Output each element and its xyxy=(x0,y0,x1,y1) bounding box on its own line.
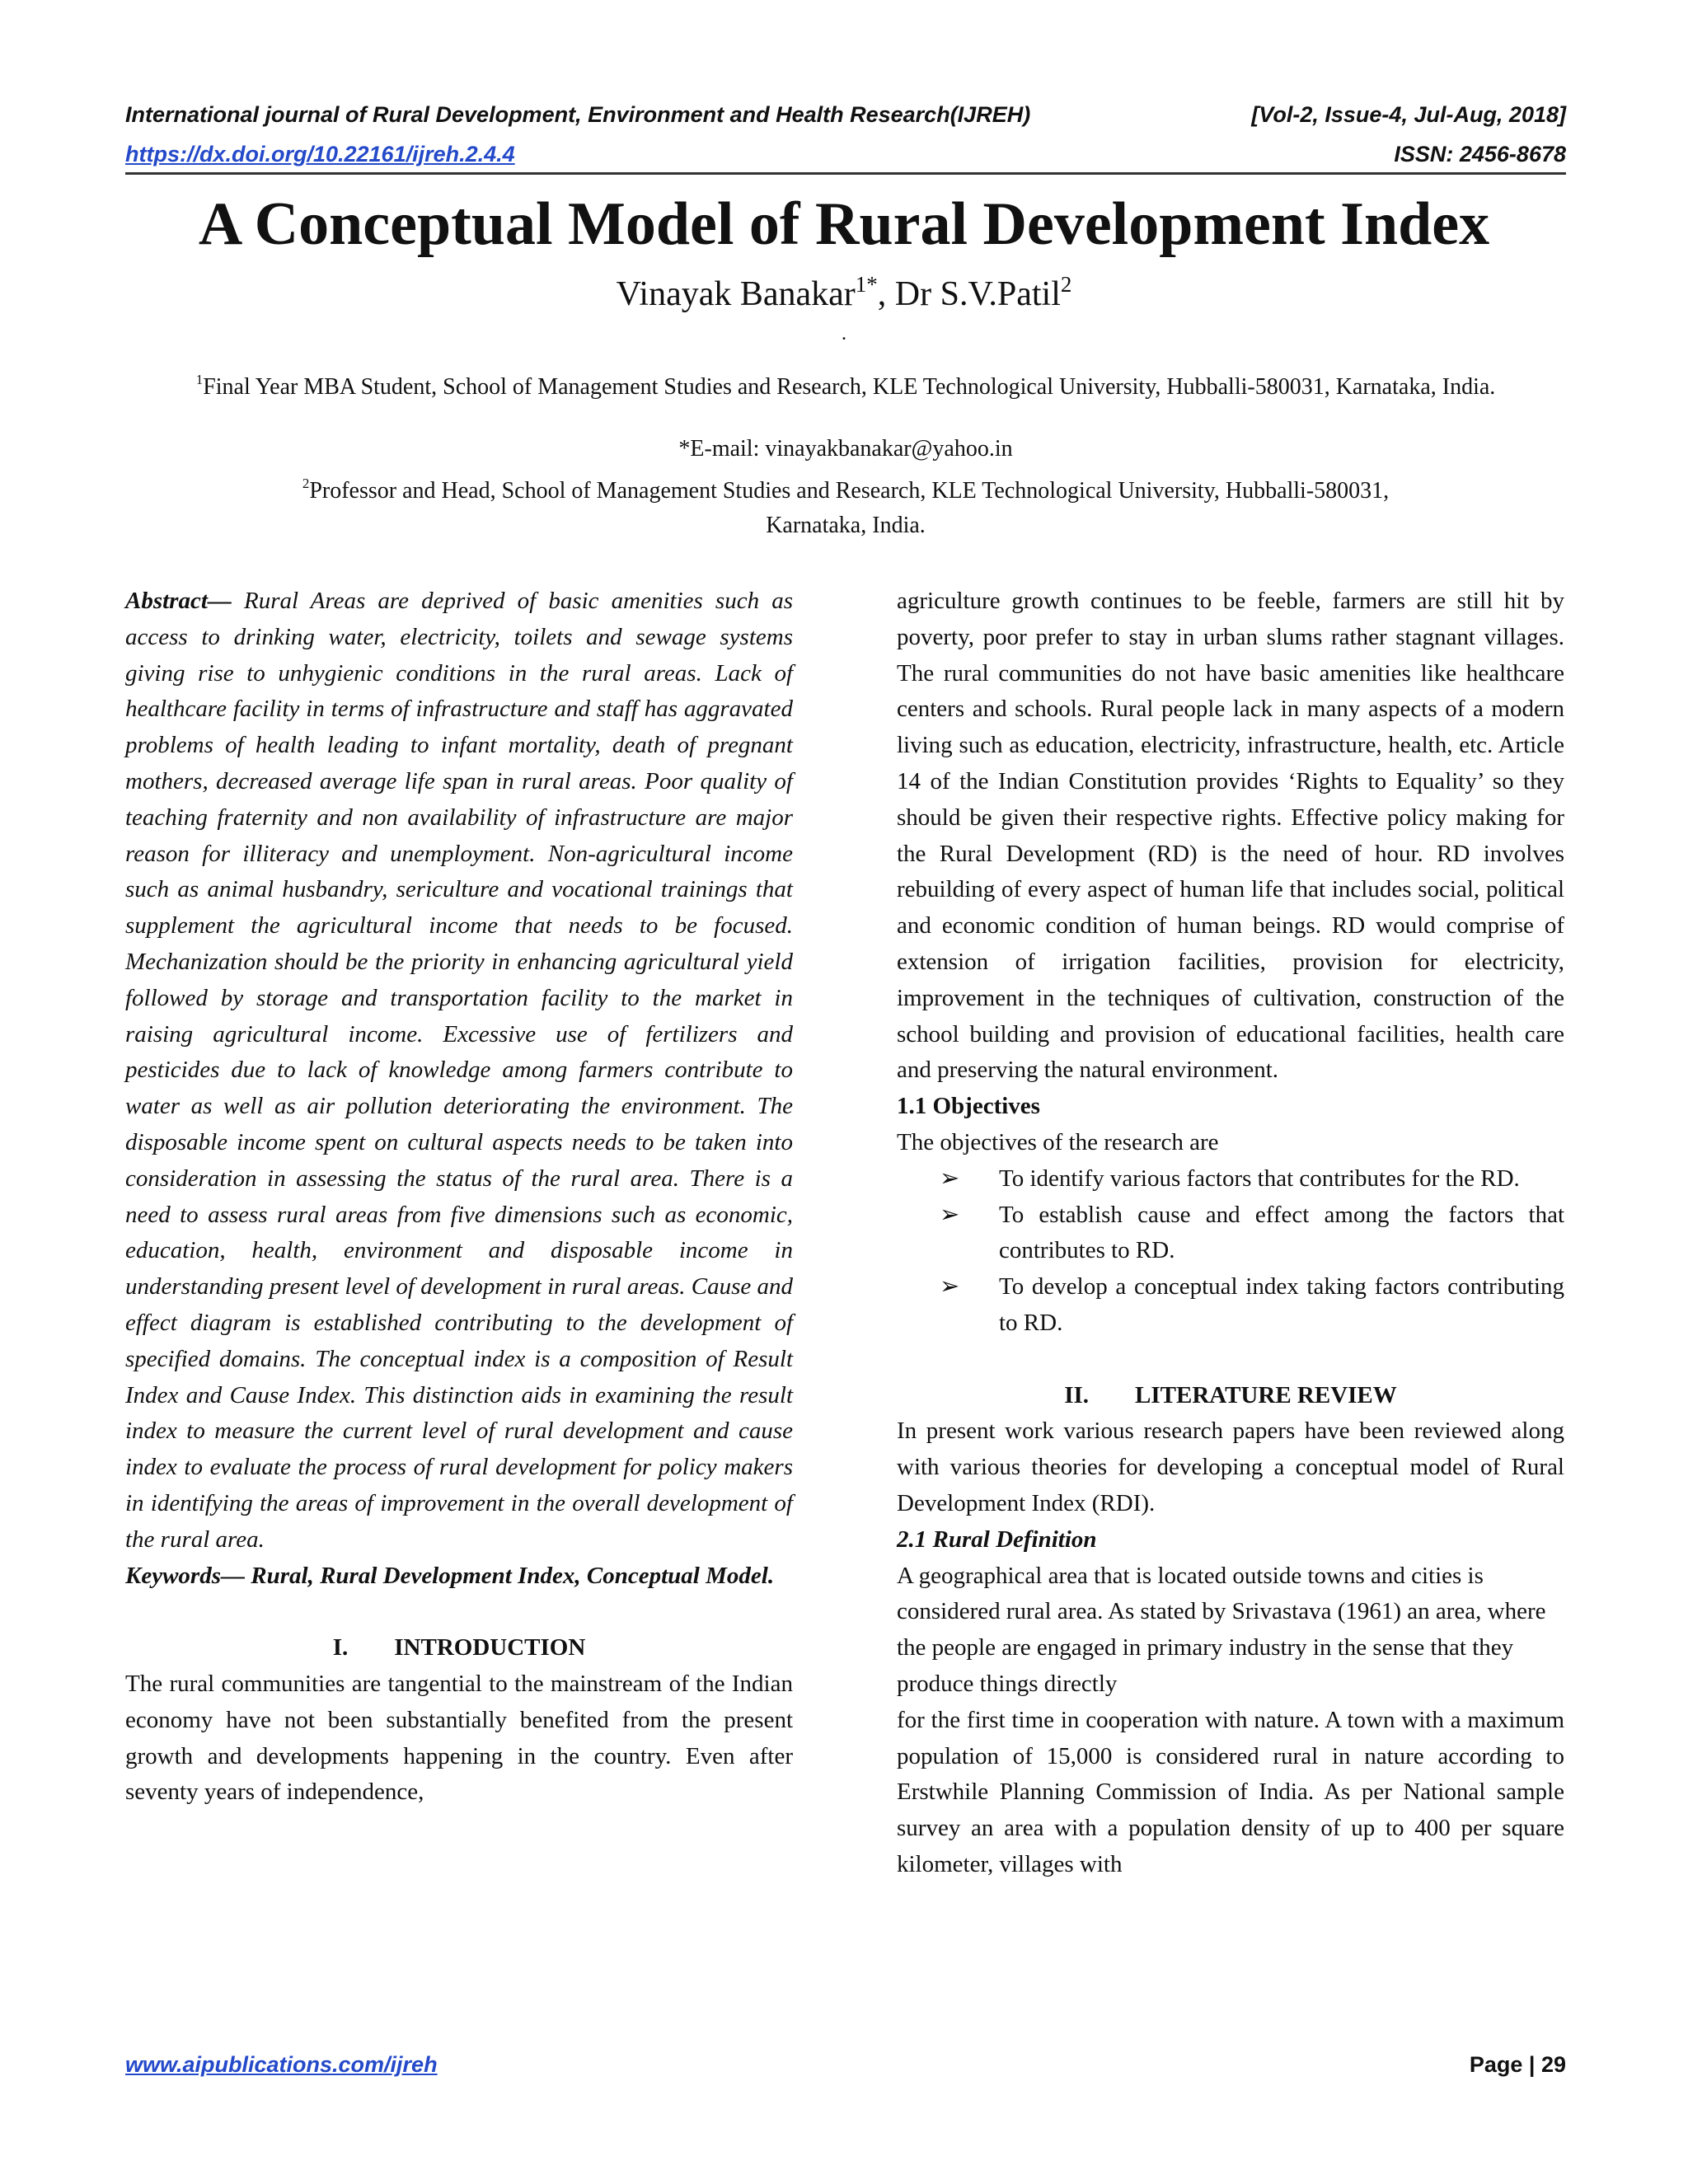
spacer xyxy=(125,1594,793,1630)
keywords: Keywords— Rural, Rural Development Index, Conceptual Model. xyxy=(125,1562,775,1589)
right-column xyxy=(897,583,1564,1883)
header-rule xyxy=(125,172,1566,175)
affiliation-1 xyxy=(125,363,1566,405)
affiliation-1-mark: 1 xyxy=(195,372,204,387)
affiliation-2 xyxy=(125,466,1566,543)
author-2-affiliation-mark: 2 xyxy=(1060,272,1072,297)
publisher-link[interactable]: www.aipublications.com/ijreh xyxy=(125,2052,438,2077)
spacer xyxy=(897,1342,1564,1378)
email-line: *E-mail: vinayakbanakar@yahoo.in xyxy=(678,436,1013,462)
author-1: Vinayak Banakar xyxy=(616,275,856,313)
section-2-number: II. xyxy=(1064,1381,1090,1408)
abstract-label: Abstract— xyxy=(125,588,232,614)
list-item xyxy=(897,1161,1564,1197)
volume-issue: [Vol-2, Issue-4, Jul-Aug, 2018] xyxy=(1251,102,1566,127)
arrow-bullet-icon: ➢ xyxy=(940,1201,960,1228)
rural-definition-paragraph-1: A geographical area that is located outside towns and cities is considered rural area. As stated by Srivastava (1961) an area, where the people are engaged in primary industry in the sense that they produce things directly xyxy=(897,1562,1546,1697)
introduction-continued: agriculture growth continues to be feeble, farmers are still hit by poverty, poor prefer to stay in urban slums rather stagnant villages. The rural communities do not have basic amenities like healthcare centers and schools. Rural people lack in many aspects of a modern living such as education, electricity, infrastructure, health, etc. Article 14 of the Indian Constitution provides ‘Rights to Equality’ so they should be given their respective rights. Effective policy making for the Rural Development (RD) is the need of hour. RD involves rebuilding of every aspect of human life that includes social, political and economic condition of human beings. RD would comprise of extension of irrigation facilities, provision for electricity, improvement in the techniques of cultivation, construction of the school building and provision of educational facilities, health care and preserving the natural environment. xyxy=(897,588,1564,1084)
objective-text: To identify various factors that contributes for the RD. xyxy=(999,1165,1520,1192)
left-column xyxy=(125,583,793,1811)
objective-text: To develop a conceptual index taking factors contributing to RD. xyxy=(999,1273,1564,1336)
author-line xyxy=(0,272,1688,314)
journal-name: International journal of Rural Development, Environment and Health Research(IJREH) xyxy=(125,102,1031,127)
author-dot: . xyxy=(842,323,846,344)
affiliation-2-line-2: Karnataka, India. xyxy=(766,513,926,538)
abstract-text: Rural Areas are deprived of basic amenities such as access to drinking water, electricity, toilets and sewage systems giving rise to unhygienic conditions in the rural areas. Lack of healthcare facility in terms of infrastructure and staff has aggravated problems of health leading to infant mortality, death of pregnant mothers, decreased average life span in rural areas. Poor quality of teaching fraternity and non availability of infrastructure are major reason for illiteracy and unemployment. Non-agricultural income such as animal husbandry, sericulture and vocational trainings that supplement the agricultural income that needs to be focused. Mechanization should be the priority in enhancing agricultural yield followed by storage and transportation facility to the market in raising agricultural income. Excessive use of fertilizers and pesticides due to lack of knowledge among farmers contribute to water as well as air pollution deteriorating the environment. The disposable income spent on cultural aspects needs to be taken into consideration in assessing the status of the rural area. There is a need to assess rural areas from five dimensions such as economic, education, health, environment and disposable income in understanding present level of development in rural areas. Cause and effect diagram is established contributing to the development of specified domains. The conceptual index is a composition of Result Index and Cause Index. This distinction aids in examining the result index to measure the current level of rural development and cause index to evaluate the process of rural development for policy makers in identifying the areas of improvement in the overall development of the rural area. xyxy=(125,588,793,1553)
affiliation-2-mark: 2 xyxy=(302,476,310,491)
rural-definition-paragraph-2: for the first time in cooperation with nature. A town with a maximum population of 15,000 is considered rural in nature according to Erstwhile Planning Commission of India. As per National sample survey an area with a population density of up to 400 per square kilometer, villages with xyxy=(897,1706,1564,1877)
page-number: Page | 29 xyxy=(1469,2052,1566,2077)
list-item xyxy=(897,1269,1564,1342)
objectives-heading: 1.1 Objectives xyxy=(897,1093,1040,1120)
section-2-heading xyxy=(897,1378,1564,1414)
literature-intro: In present work various research papers have been reviewed along with various theories for developing a conceptual model of Rural Development Index (RDI). xyxy=(897,1418,1564,1516)
abstract xyxy=(125,583,793,1558)
author-separator: , xyxy=(877,275,895,313)
objectives-intro: The objectives of the research are xyxy=(897,1128,1219,1155)
affiliation-2-line-1: Professor and Head, School of Management Studies and Research, KLE Technological University, Hubballi-580031, xyxy=(309,478,1390,504)
introduction-paragraph: The rural communities are tangential to the mainstream of the Indian economy have not been substantially benefited from the present growth and developments happening in the country. Even after seventy years of independence, xyxy=(125,1670,793,1806)
affiliation-1-text: Final Year MBA Student, School of Management Studies and Research, KLE Technological University, Hubballi-580031, Karnataka, India. xyxy=(203,374,1496,400)
section-1-number: I. xyxy=(332,1634,349,1661)
section-1-heading xyxy=(125,1630,793,1666)
doi-link[interactable]: https://dx.doi.org/10.22161/ijreh.2.4.4 xyxy=(125,142,515,166)
section-2-title: LITERATURE REVIEW xyxy=(1135,1381,1397,1408)
rural-definition-heading: 2.1 Rural Definition xyxy=(897,1526,1097,1553)
paper-title: A Conceptual Model of Rural Development Index xyxy=(198,190,1490,258)
section-1-title: INTRODUCTION xyxy=(394,1634,586,1661)
issn: ISSN: 2456-8678 xyxy=(1394,142,1566,166)
objective-text: To establish cause and effect among the factors that contributes to RD. xyxy=(999,1201,1564,1264)
objectives-list xyxy=(897,1161,1564,1342)
arrow-bullet-icon: ➢ xyxy=(940,1165,960,1192)
author-1-affiliation-mark: 1* xyxy=(855,272,878,297)
list-item xyxy=(897,1197,1564,1270)
arrow-bullet-icon: ➢ xyxy=(940,1273,960,1301)
author-2: Dr S.V.Patil xyxy=(894,275,1061,313)
